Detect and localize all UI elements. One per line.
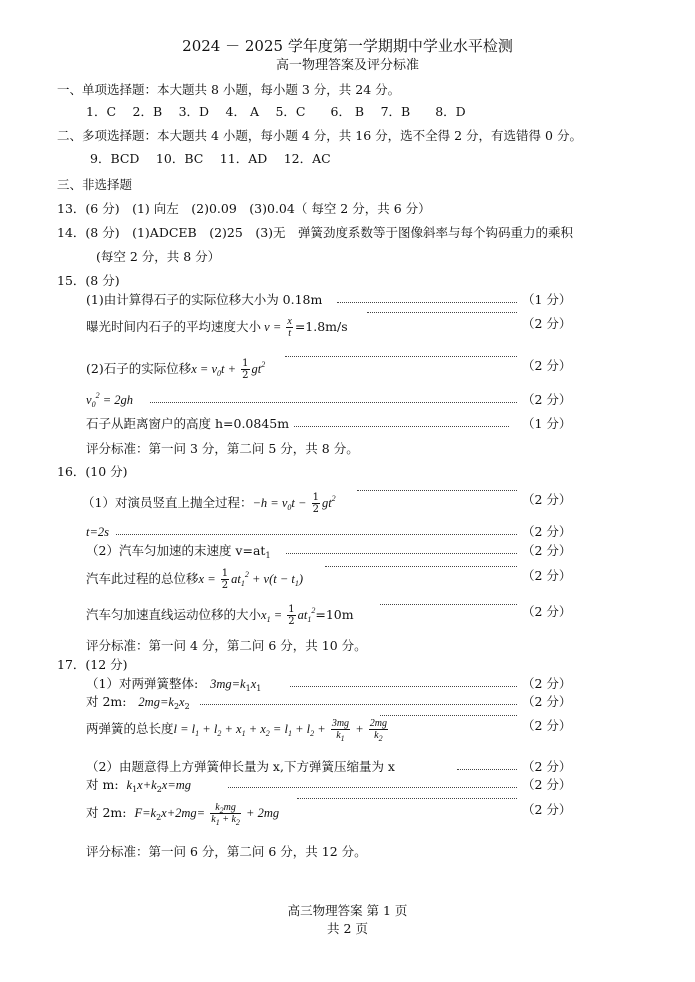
section-2-heading: 二、多项选择题：本大题共 4 小题，每小题 4 分，共 16 分，选不全得 2 分，有选错得 0 分。 bbox=[57, 128, 582, 143]
q17-line-1: （1）对两弹簧整体: $3mg=k_1x_1$ bbox=[86, 676, 262, 693]
q15-scoring: 评分标准：第一问 3 分，第二问 5 分，共 8 分。 bbox=[86, 441, 359, 456]
q16-line-2: t=2s bbox=[86, 525, 110, 539]
q17-score-6: （2 分） bbox=[522, 802, 572, 817]
dot-leader bbox=[116, 534, 517, 535]
q17-line-5: 对 m: $k_1x+k_2x=mg$ bbox=[86, 777, 192, 794]
q15-score-3: （2 分） bbox=[522, 358, 572, 373]
q16-score-5: （2 分） bbox=[522, 604, 572, 619]
q17-line-4: （2）由题意得上方弹簧伸长量为 x,下方弹簧压缩量为 x bbox=[86, 759, 395, 774]
q15-score-5: （1 分） bbox=[522, 416, 572, 431]
section-3-heading: 三、非选择题 bbox=[57, 177, 133, 192]
dot-leader bbox=[294, 426, 509, 427]
question-14-line-2: (每空 2 分，共 8 分） bbox=[96, 249, 221, 264]
dot-leader bbox=[285, 356, 517, 357]
q15-score-4: （2 分） bbox=[522, 392, 572, 407]
q15-score-1: （1 分） bbox=[522, 292, 572, 307]
dot-leader bbox=[380, 604, 517, 605]
dot-leader bbox=[290, 686, 517, 687]
section-1-answers: 1．C 2．B 3．D 4． A 5．C 6． B 7．B 8．D bbox=[86, 104, 466, 119]
dot-leader bbox=[380, 715, 517, 716]
total-pages: 共 2 页 bbox=[327, 921, 368, 936]
dot-leader bbox=[325, 566, 517, 567]
page-title: 2024 － 2025 学年度第一学期期中学业水平检测 bbox=[182, 37, 513, 55]
question-14-line-1: 14．(8 分) (1)ADCEB (2)25 (3)无 弹簧劲度系数等于图像斜率与每个钩码重力的乘积 bbox=[57, 225, 574, 240]
dot-leader bbox=[286, 553, 517, 554]
q15-line-3: (2)石子的实际位移$x = v_0t$ + $\frac{1}{2}$ $gt^2$ bbox=[86, 358, 266, 381]
question-15-heading: 15．(8 分) bbox=[57, 273, 120, 288]
dot-leader bbox=[200, 704, 517, 705]
q17-line-3: 两弹簧的总长度$l = l_1 + l_2 + x_1 + x_2 = l_1 + l_2$ + $\frac{3mg}{k_1}$ + $\frac{2mg}{k_2}$ bbox=[86, 718, 387, 743]
q15-line-5: 石子从距离窗户的高度 h=0.0845m bbox=[86, 416, 290, 431]
q16-line-4: 汽车此过程的总位移x = $\frac{1}{2}$ $at_1^2 + v(t - t_1)$ bbox=[86, 568, 304, 591]
question-13: 13．(6 分) (1) 向左 (2)0.09 (3)0.04（ 每空 2 分，共 6 分） bbox=[57, 201, 431, 216]
q17-score-5: （2 分） bbox=[522, 777, 572, 792]
q16-score-2: （2 分） bbox=[522, 524, 572, 539]
q15-score-2: （2 分） bbox=[522, 316, 572, 331]
q15-line-4: $v_0^2 = 2gh$ bbox=[86, 391, 133, 409]
q17-line-6: 对 2m: $F=k_2x+2mg=$ $\frac{k_2mg}{k_1 + k_2}$ + 2mg bbox=[86, 802, 280, 827]
q16-score-4: （2 分） bbox=[522, 568, 572, 583]
section-1-heading: 一、单项选择题：本大题共 8 小题，每小题 3 分，共 24 分。 bbox=[57, 82, 401, 97]
q16-scoring: 评分标准：第一问 4 分，第二问 6 分，共 10 分。 bbox=[86, 638, 367, 653]
q16-line-1: （1）对演员竖直上抛全过程：$-h = v_0t$ − $\frac{1}{2}$ $gt^2$ bbox=[82, 492, 336, 515]
dot-leader bbox=[457, 769, 517, 770]
dot-leader bbox=[228, 787, 517, 788]
q17-score-3: （2 分） bbox=[522, 718, 572, 733]
q15-line-2: 曝光时间内石子的平均速度大小 v = $\frac{x}{t}$ =1.8m/s bbox=[86, 316, 348, 339]
q17-score-2: （2 分） bbox=[522, 694, 572, 709]
section-2-answers: 9．BCD 10．BC 11．AD 12．AC bbox=[90, 151, 331, 166]
q16-score-3: （2 分） bbox=[522, 543, 572, 558]
dot-leader bbox=[357, 490, 517, 491]
dot-leader bbox=[367, 312, 517, 313]
q16-line-5: 汽车匀加速直线运动位移的大小$x_1$ = $\frac{1}{2}$ $at_1^2=10m$ bbox=[86, 604, 354, 627]
q17-score-4: （2 分） bbox=[522, 759, 572, 774]
q17-line-2: 对 2m: $2mg=k_2x_2$ bbox=[86, 694, 190, 711]
dot-leader bbox=[337, 302, 517, 303]
q17-score-1: （2 分） bbox=[522, 676, 572, 691]
page-number: 高三物理答案 第 1 页 bbox=[287, 903, 408, 918]
q17-scoring: 评分标准：第一问 6 分，第二问 6 分，共 12 分。 bbox=[86, 844, 367, 859]
dot-leader bbox=[297, 798, 517, 799]
dot-leader bbox=[150, 402, 517, 403]
page-subtitle: 高一物理答案及评分标准 bbox=[275, 58, 419, 73]
q15-line-1: (1)由计算得石子的实际位移大小为 0.18m bbox=[86, 292, 323, 307]
question-16-heading: 16．(10 分) bbox=[57, 464, 128, 479]
q16-score-1: （2 分） bbox=[522, 492, 572, 507]
question-17-heading: 17．(12 分) bbox=[57, 657, 128, 672]
q16-line-3: （2）汽车匀加速的末速度 $v=at_1$ bbox=[86, 543, 271, 560]
